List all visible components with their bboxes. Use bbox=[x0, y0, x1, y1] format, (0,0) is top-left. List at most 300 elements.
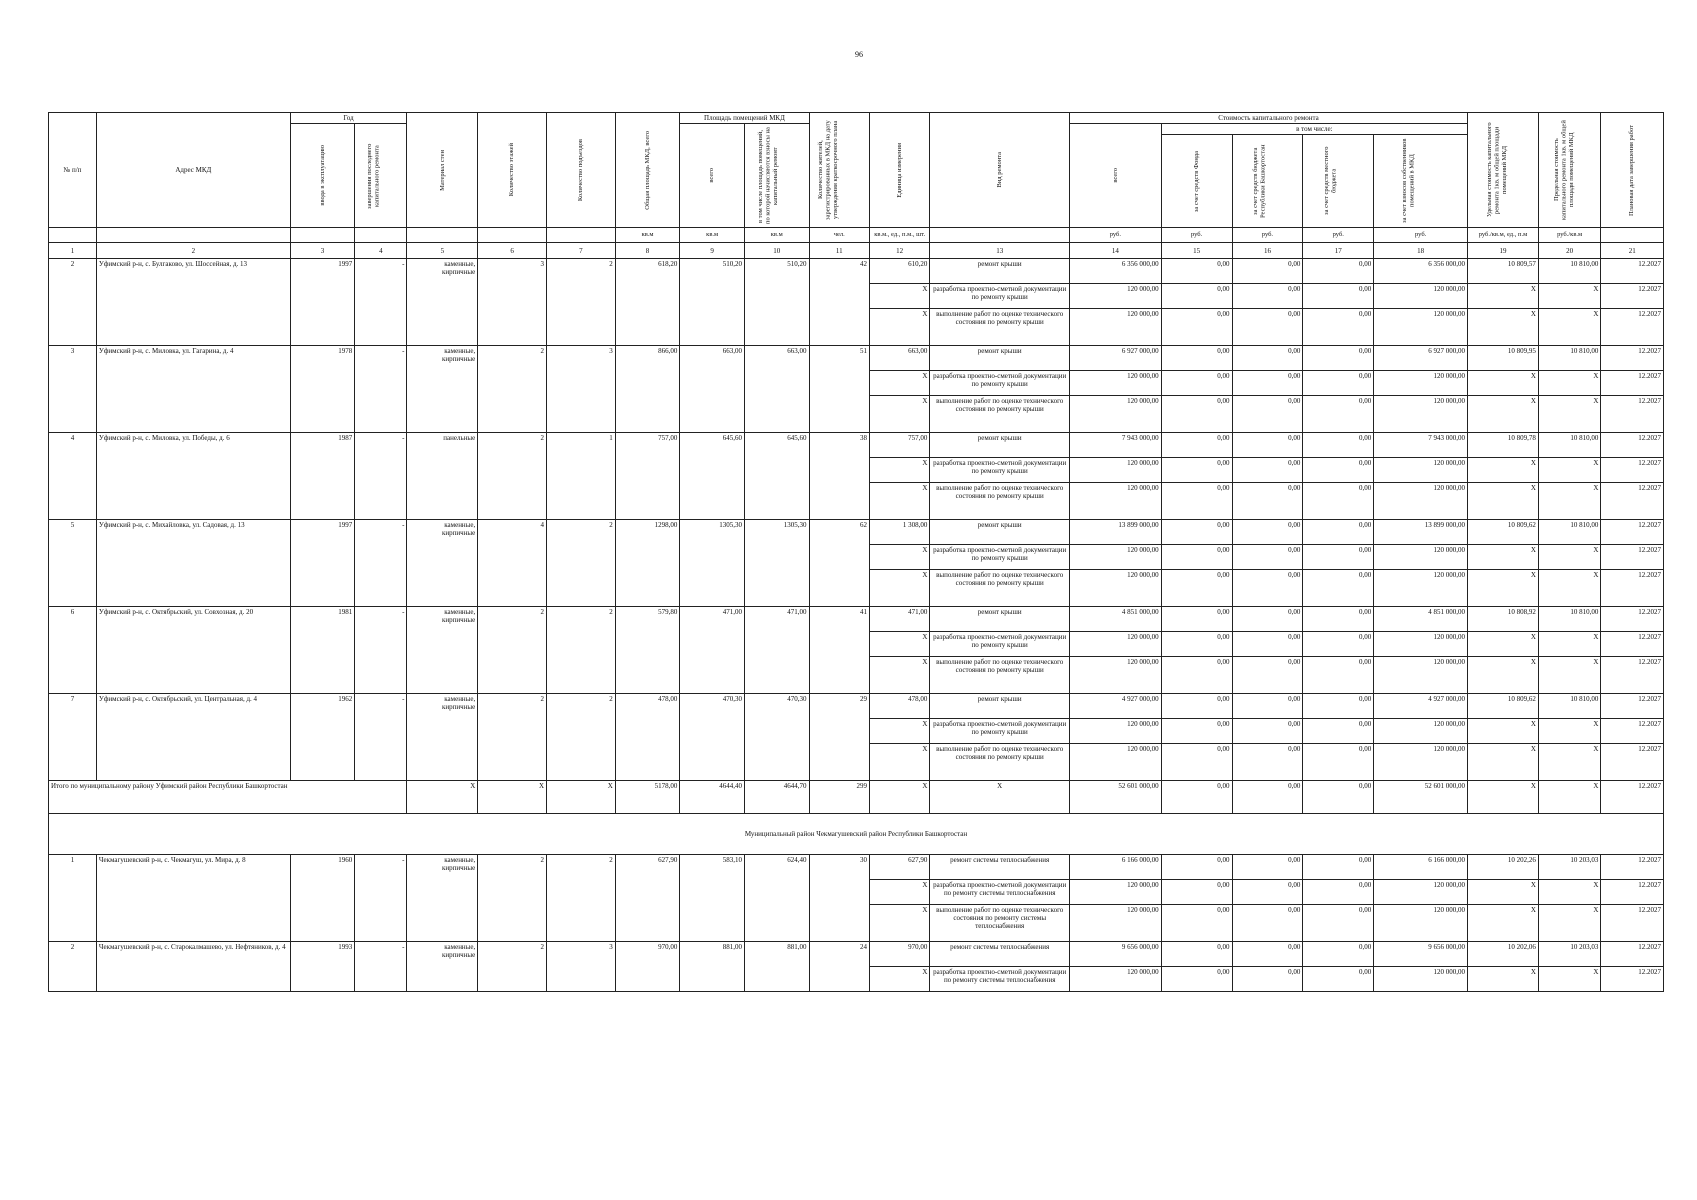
deadline-date: 12.2027 bbox=[1601, 967, 1664, 992]
entrance-count: 3 bbox=[547, 942, 616, 992]
column-number-20: 20 bbox=[1538, 243, 1601, 259]
cost-fund: 0,00 bbox=[1161, 483, 1232, 520]
last-repair-year: - bbox=[355, 346, 407, 433]
entrance-count: 2 bbox=[547, 607, 616, 694]
max-cost: X bbox=[1538, 905, 1601, 942]
unit-cell-6 bbox=[478, 228, 547, 243]
deadline-date: 12.2027 bbox=[1601, 371, 1664, 396]
cost-owners: 120 000,00 bbox=[1374, 967, 1468, 992]
last-repair-year: - bbox=[355, 855, 407, 942]
column-number-6: 6 bbox=[478, 243, 547, 259]
cost-total: 120 000,00 bbox=[1070, 632, 1162, 657]
total-area: 618,20 bbox=[615, 259, 680, 346]
cost-fund: 0,00 bbox=[1161, 967, 1232, 992]
floor-count: 2 bbox=[478, 942, 547, 992]
cost-fund: 0,00 bbox=[1161, 880, 1232, 905]
work-quantity: X bbox=[869, 371, 929, 396]
total-x: X bbox=[478, 781, 547, 814]
total-cost-fund: 0,00 bbox=[1161, 781, 1232, 814]
max-cost: 10 810,00 bbox=[1538, 433, 1601, 458]
header-cost-group: Стоимость капитального ремонта bbox=[1070, 113, 1468, 124]
units-row bbox=[49, 228, 1664, 243]
premises-owned-area: 624,40 bbox=[744, 855, 809, 942]
max-cost: 10 810,00 bbox=[1538, 694, 1601, 719]
residents-count: 41 bbox=[809, 607, 869, 694]
header-incl-group: в том числе: bbox=[1161, 124, 1467, 135]
work-quantity: X bbox=[869, 905, 929, 942]
header-unit-cost: Удельная стоимость капитального ремонта 1кв. м общей площади помещений МКД bbox=[1468, 113, 1539, 228]
work-quantity: X bbox=[869, 632, 929, 657]
deadline-date: 12.2027 bbox=[1601, 259, 1664, 284]
header-year-last-repair: завершения последнего капитального ремонта bbox=[355, 124, 407, 228]
residents-count: 51 bbox=[809, 346, 869, 433]
cost-republic: 0,00 bbox=[1232, 483, 1303, 520]
building-address: Уфимский р-н, с. Октябрьский, ул. Центральная, д. 4 bbox=[96, 694, 290, 781]
premises-area: 583,10 bbox=[680, 855, 745, 942]
unit-cost: 10 809,95 bbox=[1468, 346, 1539, 371]
cost-total: 120 000,00 bbox=[1070, 570, 1162, 607]
header-total-area: Общая площадь МКД, всего bbox=[615, 113, 680, 228]
cost-owners: 120 000,00 bbox=[1374, 309, 1468, 346]
cost-owners: 13 899 000,00 bbox=[1374, 520, 1468, 545]
premises-owned-area: 663,00 bbox=[744, 346, 809, 433]
cost-fund: 0,00 bbox=[1161, 259, 1232, 284]
header-cost-fund: за счет средств Фонда bbox=[1161, 135, 1232, 228]
header-year-commission: ввода в эксплуатацию bbox=[290, 124, 355, 228]
premises-area: 663,00 bbox=[680, 346, 745, 433]
unit-cell-20: руб./кв.м bbox=[1538, 228, 1601, 243]
ufa-building-row bbox=[49, 520, 1664, 545]
cost-republic: 0,00 bbox=[1232, 309, 1303, 346]
cost-republic: 0,00 bbox=[1232, 657, 1303, 694]
header-floors: Количество этажей bbox=[478, 113, 547, 228]
chekmagush-building-row bbox=[49, 942, 1664, 967]
total-deadline: 12.2027 bbox=[1601, 781, 1664, 814]
header-wall-material: Материал стен bbox=[407, 113, 478, 228]
column-number-4: 4 bbox=[355, 243, 407, 259]
header-unit: Единица измерения bbox=[869, 113, 929, 228]
header-year-group: Год bbox=[290, 113, 407, 124]
wall-material: каменные, кирпичные bbox=[407, 259, 478, 346]
building-address: Чекмагушевский р-н, с. Старокалмашево, ул. Нефтяников, д. 4 bbox=[96, 942, 290, 992]
wall-material: каменные, кирпичные bbox=[407, 346, 478, 433]
unit-cell-9: кв.м bbox=[680, 228, 745, 243]
deadline-date: 12.2027 bbox=[1601, 905, 1664, 942]
total-x: X bbox=[407, 781, 478, 814]
deadline-date: 12.2027 bbox=[1601, 396, 1664, 433]
cost-local: 0,00 bbox=[1303, 483, 1374, 520]
premises-owned-area: 645,60 bbox=[744, 433, 809, 520]
work-quantity: X bbox=[869, 570, 929, 607]
entrance-count: 2 bbox=[547, 520, 616, 607]
column-number-1: 1 bbox=[49, 243, 97, 259]
column-numbers-row bbox=[49, 243, 1664, 259]
header-work-type: Вид ремонта bbox=[930, 113, 1070, 228]
floor-count: 4 bbox=[478, 520, 547, 607]
total-x: X bbox=[547, 781, 616, 814]
work-type: разработка проектно-сметной документации по ремонту крыши bbox=[930, 719, 1070, 744]
unit-cost: X bbox=[1468, 880, 1539, 905]
max-cost: X bbox=[1538, 309, 1601, 346]
cost-owners: 120 000,00 bbox=[1374, 458, 1468, 483]
cost-total: 120 000,00 bbox=[1070, 309, 1162, 346]
cost-republic: 0,00 bbox=[1232, 719, 1303, 744]
cost-fund: 0,00 bbox=[1161, 632, 1232, 657]
column-number-21: 21 bbox=[1601, 243, 1664, 259]
deadline-date: 12.2027 bbox=[1601, 880, 1664, 905]
cost-local: 0,00 bbox=[1303, 744, 1374, 781]
cost-total: 120 000,00 bbox=[1070, 905, 1162, 942]
column-number-7: 7 bbox=[547, 243, 616, 259]
ufa-building-row bbox=[49, 346, 1664, 371]
deadline-date: 12.2027 bbox=[1601, 719, 1664, 744]
column-number-10: 10 bbox=[744, 243, 809, 259]
last-repair-year: - bbox=[355, 520, 407, 607]
unit-cell-18: руб. bbox=[1374, 228, 1468, 243]
deadline-date: 12.2027 bbox=[1601, 346, 1664, 371]
premises-owned-area: 510,20 bbox=[744, 259, 809, 346]
residents-count: 38 bbox=[809, 433, 869, 520]
column-number-2: 2 bbox=[96, 243, 290, 259]
wall-material: каменные, кирпичные bbox=[407, 694, 478, 781]
total-area: 5178,00 bbox=[615, 781, 680, 814]
entrance-count: 3 bbox=[547, 346, 616, 433]
cost-local: 0,00 bbox=[1303, 855, 1374, 880]
work-type: выполнение работ по оценке технического состояния по ремонту крыши bbox=[930, 396, 1070, 433]
work-type: разработка проектно-сметной документации по ремонту системы теплоснабжения bbox=[930, 880, 1070, 905]
wall-material: панельные bbox=[407, 433, 478, 520]
unit-cost: X bbox=[1468, 905, 1539, 942]
deadline-date: 12.2027 bbox=[1601, 458, 1664, 483]
building-address: Уфимский р-н, с. Миловка, ул. Победы, д. 6 bbox=[96, 433, 290, 520]
cost-fund: 0,00 bbox=[1161, 607, 1232, 632]
building-address: Уфимский р-н, с. Миловка, ул. Гагарина, д. 4 bbox=[96, 346, 290, 433]
cost-local: 0,00 bbox=[1303, 719, 1374, 744]
cost-fund: 0,00 bbox=[1161, 346, 1232, 371]
unit-cost: 10 809,57 bbox=[1468, 259, 1539, 284]
work-type: ремонт системы теплоснабжения bbox=[930, 855, 1070, 880]
cost-owners: 6 166 000,00 bbox=[1374, 855, 1468, 880]
header-cost-owners: за счет взносов собственников помещений в МКД bbox=[1374, 135, 1468, 228]
column-number-16: 16 bbox=[1232, 243, 1303, 259]
floor-count: 3 bbox=[478, 259, 547, 346]
work-quantity: 471,00 bbox=[869, 607, 929, 632]
work-quantity: X bbox=[869, 880, 929, 905]
cost-fund: 0,00 bbox=[1161, 520, 1232, 545]
building-address: Уфимский р-н, с. Октябрьский, ул. Совхозная, д. 20 bbox=[96, 607, 290, 694]
ufa-building-row bbox=[49, 694, 1664, 719]
cost-owners: 120 000,00 bbox=[1374, 657, 1468, 694]
max-cost: X bbox=[1538, 483, 1601, 520]
total-area: 866,00 bbox=[615, 346, 680, 433]
column-number-17: 17 bbox=[1303, 243, 1374, 259]
cost-owners: 6 356 000,00 bbox=[1374, 259, 1468, 284]
unit-cell-5 bbox=[407, 228, 478, 243]
premises-area: 645,60 bbox=[680, 433, 745, 520]
cost-total: 9 656 000,00 bbox=[1070, 942, 1162, 967]
unit-cell-2 bbox=[96, 228, 290, 243]
header-cost-total: всего bbox=[1070, 124, 1162, 228]
district-title-row bbox=[49, 814, 1664, 855]
cost-owners: 120 000,00 bbox=[1374, 632, 1468, 657]
repair-plan-table bbox=[48, 112, 1664, 992]
deadline-date: 12.2027 bbox=[1601, 545, 1664, 570]
unit-cost: X bbox=[1468, 657, 1539, 694]
total-premises-area: 4644,40 bbox=[680, 781, 745, 814]
cost-local: 0,00 bbox=[1303, 942, 1374, 967]
residents-count: 42 bbox=[809, 259, 869, 346]
cost-republic: 0,00 bbox=[1232, 905, 1303, 942]
cost-local: 0,00 bbox=[1303, 371, 1374, 396]
row-number: 6 bbox=[49, 607, 97, 694]
commission-year: 1960 bbox=[290, 855, 355, 942]
cost-local: 0,00 bbox=[1303, 967, 1374, 992]
residents-count: 29 bbox=[809, 694, 869, 781]
work-quantity: 970,00 bbox=[869, 942, 929, 967]
row-number: 1 bbox=[49, 855, 97, 942]
max-cost: 10 810,00 bbox=[1538, 259, 1601, 284]
cost-owners: 120 000,00 bbox=[1374, 744, 1468, 781]
cost-local: 0,00 bbox=[1303, 309, 1374, 346]
work-quantity: X bbox=[869, 744, 929, 781]
work-type: выполнение работ по оценке технического состояния по ремонту крыши bbox=[930, 657, 1070, 694]
header-premises-group: Площадь помещений МКД bbox=[680, 113, 809, 124]
deadline-date: 12.2027 bbox=[1601, 483, 1664, 520]
cost-local: 0,00 bbox=[1303, 259, 1374, 284]
unit-cost: 10 809,62 bbox=[1468, 694, 1539, 719]
cost-fund: 0,00 bbox=[1161, 396, 1232, 433]
building-address: Уфимский р-н, с. Булгаково, ул. Шоссейная, д. 13 bbox=[96, 259, 290, 346]
work-type: разработка проектно-сметной документации по ремонту крыши bbox=[930, 284, 1070, 309]
cost-total: 120 000,00 bbox=[1070, 284, 1162, 309]
cost-fund: 0,00 bbox=[1161, 309, 1232, 346]
work-quantity: X bbox=[869, 458, 929, 483]
cost-fund: 0,00 bbox=[1161, 545, 1232, 570]
premises-area: 470,30 bbox=[680, 694, 745, 781]
cost-local: 0,00 bbox=[1303, 570, 1374, 607]
cost-total: 120 000,00 bbox=[1070, 458, 1162, 483]
commission-year: 1993 bbox=[290, 942, 355, 992]
wall-material: каменные, кирпичные bbox=[407, 942, 478, 992]
work-type: выполнение работ по оценке технического состояния по ремонту системы теплоснабжения bbox=[930, 905, 1070, 942]
cost-fund: 0,00 bbox=[1161, 694, 1232, 719]
deadline-date: 12.2027 bbox=[1601, 744, 1664, 781]
unit-cost: X bbox=[1468, 396, 1539, 433]
work-quantity: X bbox=[869, 483, 929, 520]
column-number-18: 18 bbox=[1374, 243, 1468, 259]
work-quantity: 627,90 bbox=[869, 855, 929, 880]
cost-local: 0,00 bbox=[1303, 607, 1374, 632]
unit-cell-1 bbox=[49, 228, 97, 243]
row-number: 4 bbox=[49, 433, 97, 520]
work-quantity: 610,20 bbox=[869, 259, 929, 284]
column-number-12: 12 bbox=[869, 243, 929, 259]
work-type: разработка проектно-сметной документации по ремонту системы теплоснабжения bbox=[930, 967, 1070, 992]
max-cost: X bbox=[1538, 284, 1601, 309]
max-cost: X bbox=[1538, 744, 1601, 781]
cost-local: 0,00 bbox=[1303, 632, 1374, 657]
deadline-date: 12.2027 bbox=[1601, 520, 1664, 545]
deadline-date: 12.2027 bbox=[1601, 657, 1664, 694]
cost-fund: 0,00 bbox=[1161, 657, 1232, 694]
work-type: ремонт крыши bbox=[930, 694, 1070, 719]
work-quantity: X bbox=[869, 545, 929, 570]
premises-area: 1305,30 bbox=[680, 520, 745, 607]
cost-fund: 0,00 bbox=[1161, 855, 1232, 880]
unit-cost: 10 809,78 bbox=[1468, 433, 1539, 458]
unit-cost: 10 808,92 bbox=[1468, 607, 1539, 632]
premises-owned-area: 470,30 bbox=[744, 694, 809, 781]
work-type: разработка проектно-сметной документации по ремонту крыши bbox=[930, 632, 1070, 657]
entrance-count: 2 bbox=[547, 855, 616, 942]
total-cost-republic: 0,00 bbox=[1232, 781, 1303, 814]
unit-cost: 10 809,62 bbox=[1468, 520, 1539, 545]
unit-cell-11: чел. bbox=[809, 228, 869, 243]
cost-total: 7 943 000,00 bbox=[1070, 433, 1162, 458]
deadline-date: 12.2027 bbox=[1601, 607, 1664, 632]
total-residents: 299 bbox=[809, 781, 869, 814]
cost-total: 120 000,00 bbox=[1070, 657, 1162, 694]
cost-total: 120 000,00 bbox=[1070, 545, 1162, 570]
unit-cost: 10 202,26 bbox=[1468, 855, 1539, 880]
deadline-date: 12.2027 bbox=[1601, 855, 1664, 880]
unit-cost: 10 202,06 bbox=[1468, 942, 1539, 967]
max-cost: X bbox=[1538, 396, 1601, 433]
entrance-count: 2 bbox=[547, 694, 616, 781]
entrance-count: 2 bbox=[547, 259, 616, 346]
unit-cost: X bbox=[1468, 371, 1539, 396]
column-number-9: 9 bbox=[680, 243, 745, 259]
cost-local: 0,00 bbox=[1303, 905, 1374, 942]
work-type: разработка проектно-сметной документации по ремонту крыши bbox=[930, 545, 1070, 570]
work-quantity: 757,00 bbox=[869, 433, 929, 458]
cost-owners: 120 000,00 bbox=[1374, 905, 1468, 942]
header-premises-total: всего bbox=[680, 124, 745, 228]
work-type: разработка проектно-сметной документации по ремонту крыши bbox=[930, 458, 1070, 483]
max-cost: X bbox=[1538, 967, 1601, 992]
max-cost: X bbox=[1538, 458, 1601, 483]
column-number-19: 19 bbox=[1468, 243, 1539, 259]
work-type: ремонт крыши bbox=[930, 520, 1070, 545]
unit-cell-4 bbox=[355, 228, 407, 243]
cost-total: 120 000,00 bbox=[1070, 396, 1162, 433]
cost-republic: 0,00 bbox=[1232, 433, 1303, 458]
building-address: Уфимский р-н, с. Михайловка, ул. Садовая, д. 13 bbox=[96, 520, 290, 607]
cost-republic: 0,00 bbox=[1232, 259, 1303, 284]
max-cost: 10 810,00 bbox=[1538, 607, 1601, 632]
unit-cost: X bbox=[1468, 309, 1539, 346]
cost-total: 120 000,00 bbox=[1070, 744, 1162, 781]
floor-count: 2 bbox=[478, 607, 547, 694]
cost-republic: 0,00 bbox=[1232, 632, 1303, 657]
district-title: Муниципальный район Чекмагушевский район Республики Башкортостан bbox=[49, 814, 1664, 855]
cost-fund: 0,00 bbox=[1161, 371, 1232, 396]
premises-area: 510,20 bbox=[680, 259, 745, 346]
cost-republic: 0,00 bbox=[1232, 880, 1303, 905]
header-deadline: Плановая дата завершения работ bbox=[1601, 113, 1664, 228]
total-area: 579,80 bbox=[615, 607, 680, 694]
total-area: 1298,00 bbox=[615, 520, 680, 607]
column-number-13: 13 bbox=[930, 243, 1070, 259]
total-label: Итого по муниципальному району Уфимский район Республики Башкортостан bbox=[49, 781, 407, 814]
max-cost: X bbox=[1538, 880, 1601, 905]
cost-fund: 0,00 bbox=[1161, 458, 1232, 483]
premises-owned-area: 471,00 bbox=[744, 607, 809, 694]
cost-owners: 120 000,00 bbox=[1374, 284, 1468, 309]
commission-year: 1978 bbox=[290, 346, 355, 433]
cost-republic: 0,00 bbox=[1232, 458, 1303, 483]
cost-owners: 120 000,00 bbox=[1374, 371, 1468, 396]
district-total-row bbox=[49, 781, 1664, 814]
cost-total: 6 927 000,00 bbox=[1070, 346, 1162, 371]
building-address: Чекмагушевский р-н, с. Чекмагуш, ул. Мира, д. 8 bbox=[96, 855, 290, 942]
column-number-5: 5 bbox=[407, 243, 478, 259]
floor-count: 2 bbox=[478, 346, 547, 433]
header-entrances: Количество подъездов bbox=[547, 113, 616, 228]
cost-owners: 6 927 000,00 bbox=[1374, 346, 1468, 371]
column-number-15: 15 bbox=[1161, 243, 1232, 259]
max-cost: 10 810,00 bbox=[1538, 520, 1601, 545]
cost-fund: 0,00 bbox=[1161, 744, 1232, 781]
total-x: X bbox=[869, 781, 929, 814]
cost-total: 120 000,00 bbox=[1070, 880, 1162, 905]
unit-cell-7 bbox=[547, 228, 616, 243]
cost-owners: 4 851 000,00 bbox=[1374, 607, 1468, 632]
total-cost-local: 0,00 bbox=[1303, 781, 1374, 814]
work-quantity: X bbox=[869, 284, 929, 309]
unit-cell-12: кв.м., ед., п.м., шт. bbox=[869, 228, 929, 243]
commission-year: 1981 bbox=[290, 607, 355, 694]
cost-fund: 0,00 bbox=[1161, 905, 1232, 942]
commission-year: 1997 bbox=[290, 520, 355, 607]
column-number-8: 8 bbox=[615, 243, 680, 259]
deadline-date: 12.2027 bbox=[1601, 694, 1664, 719]
cost-owners: 120 000,00 bbox=[1374, 396, 1468, 433]
page-number: 96 bbox=[855, 50, 863, 59]
cost-total: 6 166 000,00 bbox=[1070, 855, 1162, 880]
unit-cell-19: руб./кв.м, ед., п.м bbox=[1468, 228, 1539, 243]
unit-cost: X bbox=[1468, 967, 1539, 992]
entrance-count: 1 bbox=[547, 433, 616, 520]
max-cost: X bbox=[1538, 570, 1601, 607]
header-residents: Количество жителей, зарегистрированных в МКД на дату утверждения краткосрочного плана bbox=[809, 113, 869, 228]
column-number-3: 3 bbox=[290, 243, 355, 259]
work-quantity: X bbox=[869, 719, 929, 744]
ufa-building-row bbox=[49, 433, 1664, 458]
work-quantity: X bbox=[869, 657, 929, 694]
cost-republic: 0,00 bbox=[1232, 694, 1303, 719]
row-number: 2 bbox=[49, 259, 97, 346]
cost-republic: 0,00 bbox=[1232, 520, 1303, 545]
cost-local: 0,00 bbox=[1303, 433, 1374, 458]
header-max-cost: Предельная стоимость капитального ремонта 1кв. м общей площади помещений МКД bbox=[1538, 113, 1601, 228]
wall-material: каменные, кирпичные bbox=[407, 855, 478, 942]
cost-local: 0,00 bbox=[1303, 458, 1374, 483]
floor-count: 2 bbox=[478, 433, 547, 520]
work-type: ремонт крыши bbox=[930, 346, 1070, 371]
cost-owners: 9 656 000,00 bbox=[1374, 942, 1468, 967]
unit-cell-8: кв.м bbox=[615, 228, 680, 243]
total-area: 478,00 bbox=[615, 694, 680, 781]
work-type: ремонт крыши bbox=[930, 433, 1070, 458]
wall-material: каменные, кирпичные bbox=[407, 520, 478, 607]
premises-area: 881,00 bbox=[680, 942, 745, 992]
total-area: 757,00 bbox=[615, 433, 680, 520]
work-quantity: 478,00 bbox=[869, 694, 929, 719]
cost-republic: 0,00 bbox=[1232, 346, 1303, 371]
cost-republic: 0,00 bbox=[1232, 855, 1303, 880]
last-repair-year: - bbox=[355, 607, 407, 694]
